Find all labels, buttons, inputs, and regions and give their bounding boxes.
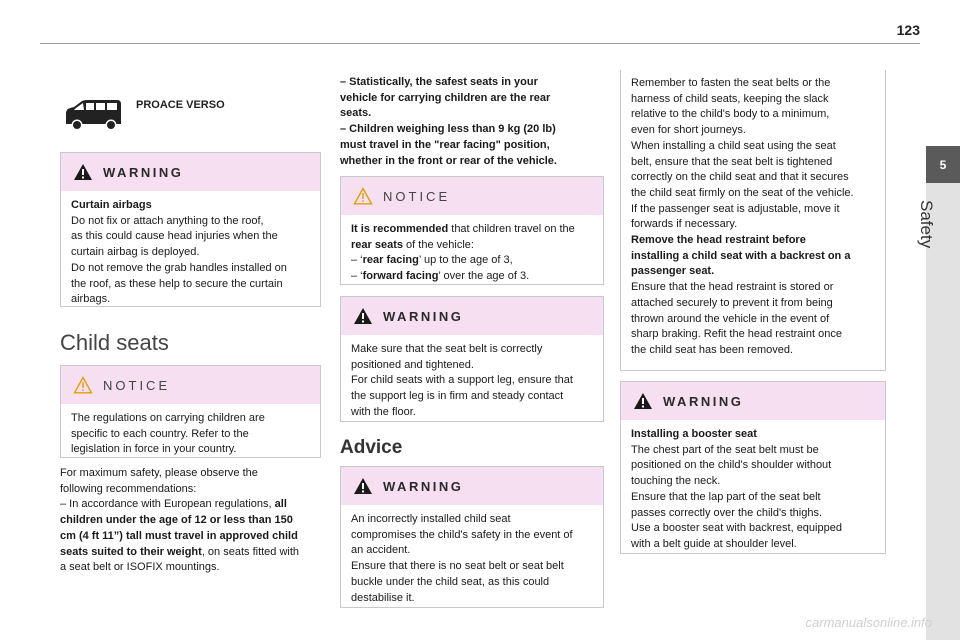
text-line: as this could cause head injuries when the [71, 230, 278, 243]
warning-triangle-icon [633, 392, 653, 410]
text-line: a seat belt or ISOFIX mountings. [60, 561, 220, 574]
text-line: For maximum safety, please observe the [60, 467, 258, 479]
page-number: 123 [896, 22, 920, 38]
text-line: children under the age of 12 or less than 150 [60, 514, 293, 527]
notice-box-regulations [60, 365, 321, 458]
text-run-bold: rear facing [362, 254, 419, 267]
warning-header [341, 297, 603, 335]
text-line: with a belt guide at shoulder level. [631, 537, 797, 550]
text-line: harness of child seats, keeping the slack [631, 92, 829, 105]
text-line: installing a child seat with a backrest on a [631, 249, 851, 262]
text-line: Curtain airbags [71, 199, 152, 211]
watermark: carmanualsonline.info [805, 615, 932, 630]
text-run-bold: It is recommended [351, 223, 449, 235]
text-run: ’ over the age of 3. [438, 270, 530, 283]
chapter-label-text: Safety [917, 200, 936, 249]
text-line: Ensure that there is no seat belt or seat belt [351, 560, 564, 573]
text-line: the roof, as these help to secure the curtain [71, 277, 283, 290]
warning-header [341, 467, 603, 505]
text-line: Ensure that the head restraint is stored or [631, 281, 834, 294]
text-line: Make sure that the seat belt is correctly [351, 343, 543, 355]
text-line [351, 238, 593, 254]
text-line: An incorrectly installed child seat [351, 513, 511, 525]
text-line: passes correctly over the child's thighs. [631, 506, 823, 519]
warning-body [61, 191, 320, 316]
text-line [351, 222, 593, 238]
warning-triangle-icon [353, 307, 373, 325]
text-line: belt, ensure that the seat belt is tightened [631, 155, 833, 168]
text-line: compromises the child's safety in the event of [351, 528, 573, 541]
text-line: the child seat has been removed. [631, 343, 794, 356]
text-line: positioned and tightened. [351, 358, 474, 371]
notice-triangle-icon [353, 187, 373, 205]
text-line: cm (4 ft 11”) tall must travel in approved child [60, 529, 298, 542]
warning-triangle-icon [73, 163, 93, 181]
text-line: even for short journeys. [631, 124, 746, 137]
text-run-bold: forward facing [362, 270, 439, 283]
vehicle-model-label: PROACE VERSO [136, 99, 225, 111]
notice-triangle-icon [73, 376, 93, 394]
text-line: relative to the child's body to a minimum, [631, 108, 830, 121]
safest-seats-paragraph [340, 75, 605, 169]
text-run-bold: seats suited to their weight [60, 545, 202, 558]
text-line: legislation in force in your country. [71, 443, 237, 456]
text-line: whether in the front or rear of the vehicle. [340, 154, 557, 167]
text-run: of the vehicle: [403, 238, 474, 251]
text-line: Installing a booster seat [631, 428, 757, 440]
text-run: that children travel on the [448, 223, 575, 235]
text-run: – ‘ [351, 254, 363, 267]
text-line: If the passenger seat is adjustable, move it [631, 202, 840, 215]
text-line: passenger seat. [631, 265, 715, 278]
continued-warning-body [621, 70, 885, 367]
header-divider [40, 43, 920, 44]
text-line: The regulations on carrying children are [71, 412, 265, 424]
text-line: positioned on the child's shoulder without [631, 459, 832, 472]
text-run: – In accordance with European regulations, [60, 498, 275, 511]
text-line: specific to each country. Refer to the [71, 427, 249, 440]
notice-box-rear-seats [340, 176, 604, 285]
text-line [60, 497, 325, 513]
notice-header [61, 366, 320, 404]
warning-title: WARNING [383, 478, 464, 494]
text-line: Do not fix or attach anything to the roof, [71, 214, 264, 227]
warning-header [61, 153, 320, 191]
text-line: must travel in the "rear facing" position, [340, 138, 550, 151]
warning-header [621, 382, 885, 420]
text-line: Use a booster seat with backrest, equipped [631, 522, 842, 535]
warning-triangle-icon [353, 477, 373, 495]
warning-box-incorrect-install [340, 466, 604, 608]
text-line: Ensure that the lap part of the seat belt [631, 490, 821, 503]
text-line: curtain airbag is deployed. [71, 246, 200, 259]
chapter-label [900, 200, 960, 280]
warning-title: WARNING [383, 308, 464, 324]
warning-title: WARNING [663, 393, 744, 409]
text-line: – Children weighing less than 9 kg (20 lb) [340, 123, 556, 136]
text-line: an accident. [351, 544, 411, 557]
text-line: – Statistically, the safest seats in your [340, 76, 538, 88]
notice-title: NOTICE [383, 188, 451, 204]
notice-header [341, 177, 603, 215]
text-line: buckle under the child seat, as this could [351, 575, 550, 588]
notice-body [341, 215, 603, 293]
section-heading-advice: Advice [340, 437, 403, 458]
text-line: attached securely to prevent it from being [631, 296, 833, 309]
warning-body [621, 420, 885, 561]
notice-title: NOTICE [103, 377, 171, 393]
text-run-bold: rear seats [351, 238, 403, 251]
text-line: forwards if necessary. [631, 218, 738, 231]
text-line: seats. [340, 107, 372, 120]
recommendations-paragraph [60, 466, 325, 576]
warning-title: WARNING [103, 164, 184, 180]
text-run: ’ up to the age of 3, [418, 254, 513, 267]
section-heading-child-seats: Child seats [60, 330, 169, 355]
text-line: the child seat firmly on the seat of the vehicle. [631, 186, 854, 199]
text-line: Remove the head restraint before [631, 234, 806, 247]
notice-body [61, 404, 320, 466]
text-run-bold: all [274, 498, 287, 511]
text-run: – ‘ [351, 270, 363, 283]
text-line: thrown around the vehicle in the event of [631, 312, 830, 325]
text-line: vehicle for carrying children are the rear [340, 91, 551, 104]
text-line: destabilise it. [351, 591, 415, 604]
continued-warning-box [620, 70, 886, 371]
text-line: touching the neck. [631, 475, 721, 488]
text-line: following recommendations: [60, 482, 197, 495]
text-line: correctly on the child seat and that it secures [631, 171, 849, 184]
warning-box-seat-belt [340, 296, 604, 422]
text-line: with the floor. [351, 405, 416, 418]
text-line [351, 253, 593, 269]
van-icon [62, 98, 124, 134]
text-line: Remember to fasten the seat belts or the [631, 77, 831, 89]
text-line: Do not remove the grab handles installed on [71, 261, 287, 274]
text-line: When installing a child seat using the seat [631, 139, 836, 152]
text-line [351, 269, 593, 285]
warning-box-curtain-airbags [60, 152, 321, 307]
text-line: For child seats with a support leg, ensure that [351, 374, 573, 387]
text-run: , on seats fitted with [201, 545, 300, 558]
text-line: airbags. [71, 293, 111, 306]
warning-body [341, 335, 603, 429]
warning-box-booster-seat [620, 381, 886, 554]
warning-body [341, 505, 603, 614]
text-line: the support leg is in firm and steady contact [351, 390, 564, 403]
text-line: sharp braking. Refit the head restraint once [631, 328, 842, 341]
text-line: The chest part of the seat belt must be [631, 443, 819, 456]
chapter-number-tab[interactable]: 5 [926, 146, 960, 183]
text-line [60, 545, 325, 561]
